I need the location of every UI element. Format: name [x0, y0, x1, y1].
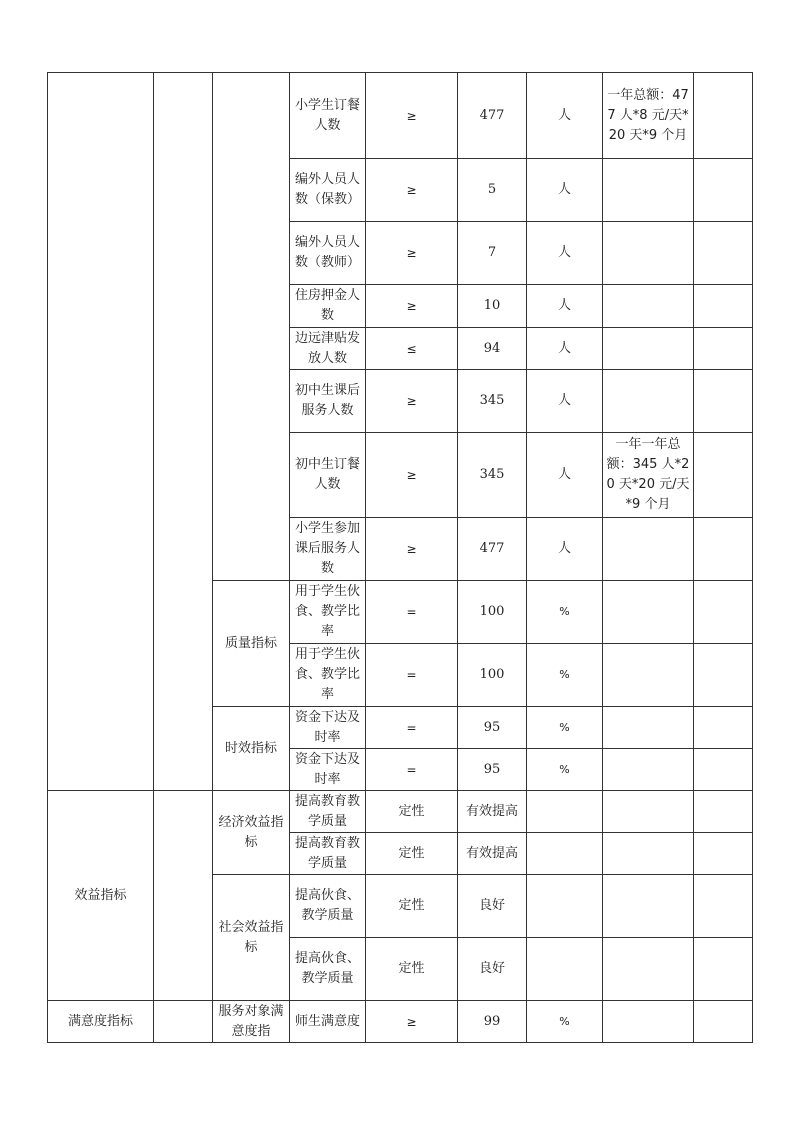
- indicator-note: [603, 518, 694, 581]
- indicator-operator: ≥: [366, 433, 458, 518]
- indicator-unit: 人: [527, 73, 603, 159]
- indicator-unit: 人: [527, 433, 603, 518]
- indicator-operator: ≥: [366, 159, 458, 222]
- indicator-operator: 定性: [366, 875, 458, 938]
- level1-aux-cell-output: [154, 73, 213, 791]
- indicator-value: 10: [458, 285, 527, 328]
- indicator-note: [603, 644, 694, 707]
- indicator-name: 用于学生伙食、教学比率: [290, 644, 366, 707]
- indicator-note: [603, 938, 694, 1001]
- indicator-note: [603, 581, 694, 644]
- indicator-note: [603, 875, 694, 938]
- indicator-note: [603, 1001, 694, 1043]
- indicator-note: [603, 370, 694, 433]
- indicator-note: [603, 749, 694, 791]
- performance-indicator-table: [47, 72, 753, 1043]
- blank-cell: [694, 938, 753, 1001]
- blank-cell: [694, 749, 753, 791]
- indicator-unit: [527, 938, 603, 1001]
- level2-service: 服务对象满意度指: [213, 1001, 290, 1043]
- indicator-value: 345: [458, 370, 527, 433]
- indicator-value: 100: [458, 581, 527, 644]
- blank-cell: [694, 370, 753, 433]
- blank-cell: [694, 644, 753, 707]
- level1-satisfaction: 满意度指标: [48, 1001, 154, 1043]
- indicator-name: 用于学生伙食、教学比率: [290, 581, 366, 644]
- indicator-operator: =: [366, 581, 458, 644]
- indicator-unit: 人: [527, 285, 603, 328]
- indicator-name: 提高教育教学质量: [290, 791, 366, 833]
- level1-benefit: 效益指标: [48, 791, 154, 1001]
- blank-cell: [694, 875, 753, 938]
- blank-cell: [694, 1001, 753, 1043]
- indicator-value: 有效提高: [458, 791, 527, 833]
- indicator-operator: =: [366, 644, 458, 707]
- level2-timeliness: 时效指标: [213, 707, 290, 791]
- level2-economic: 经济效益指标: [213, 791, 290, 875]
- indicator-name: 资金下达及时率: [290, 749, 366, 791]
- indicator-unit: %: [527, 707, 603, 749]
- indicator-value: 5: [458, 159, 527, 222]
- indicator-value: 95: [458, 749, 527, 791]
- indicator-name: 编外人员人数（教师）: [290, 222, 366, 285]
- indicator-name: 提高教育教学质量: [290, 833, 366, 875]
- indicator-unit: [527, 875, 603, 938]
- level2-quality: 质量指标: [213, 581, 290, 707]
- indicator-operator: =: [366, 707, 458, 749]
- indicator-unit: 人: [527, 222, 603, 285]
- indicator-name: 初中生订餐人数: [290, 433, 366, 518]
- indicator-operator: ≥: [366, 518, 458, 581]
- indicator-operator: ≥: [366, 222, 458, 285]
- indicator-name: 边远津贴发放人数: [290, 328, 366, 370]
- indicator-note: [603, 833, 694, 875]
- indicator-name: 小学生订餐人数: [290, 73, 366, 159]
- indicator-unit: %: [527, 581, 603, 644]
- indicator-name: 住房押金人数: [290, 285, 366, 328]
- indicator-operator: ≥: [366, 1001, 458, 1043]
- indicator-value: 99: [458, 1001, 527, 1043]
- indicator-unit: 人: [527, 328, 603, 370]
- indicator-name: 初中生课后服务人数: [290, 370, 366, 433]
- indicator-unit: 人: [527, 370, 603, 433]
- indicator-note: [603, 285, 694, 328]
- indicator-name: 提高伙食、教学质量: [290, 875, 366, 938]
- blank-cell: [694, 518, 753, 581]
- indicator-note: 一年总额：477 人*8 元/天*20 天*9 个月: [603, 73, 694, 159]
- blank-cell: [694, 433, 753, 518]
- indicator-note: [603, 791, 694, 833]
- indicator-unit: [527, 791, 603, 833]
- indicator-name: 资金下达及时率: [290, 707, 366, 749]
- indicator-operator: ≥: [366, 370, 458, 433]
- indicator-unit: %: [527, 1001, 603, 1043]
- indicator-operator: 定性: [366, 791, 458, 833]
- indicator-unit: 人: [527, 518, 603, 581]
- blank-cell: [694, 328, 753, 370]
- indicator-name: 编外人员人数（保教）: [290, 159, 366, 222]
- indicator-value: 100: [458, 644, 527, 707]
- blank-cell: [694, 73, 753, 159]
- blank-cell: [694, 707, 753, 749]
- indicator-operator: ≥: [366, 73, 458, 159]
- level1-cell-output: [48, 73, 154, 791]
- indicator-operator: ≥: [366, 285, 458, 328]
- indicator-note: [603, 328, 694, 370]
- indicator-name: 师生满意度: [290, 1001, 366, 1043]
- indicator-operator: 定性: [366, 938, 458, 1001]
- indicator-operator: 定性: [366, 833, 458, 875]
- blank-cell: [694, 791, 753, 833]
- indicator-operator: =: [366, 749, 458, 791]
- indicator-note: 一年一年总额：345 人*20 天*20 元/天*9 个月: [603, 433, 694, 518]
- indicator-value: 477: [458, 73, 527, 159]
- indicator-value: 345: [458, 433, 527, 518]
- indicator-value: 94: [458, 328, 527, 370]
- blank-cell: [694, 222, 753, 285]
- indicator-note: [603, 159, 694, 222]
- indicator-unit: 人: [527, 159, 603, 222]
- indicator-value: 477: [458, 518, 527, 581]
- indicator-note: [603, 707, 694, 749]
- blank-cell: [694, 285, 753, 328]
- level1-aux-cell-satisfaction: [154, 1001, 213, 1043]
- indicator-name: 小学生参加课后服务人数: [290, 518, 366, 581]
- indicator-note: [603, 222, 694, 285]
- indicator-value: 95: [458, 707, 527, 749]
- indicator-value: 良好: [458, 938, 527, 1001]
- blank-cell: [694, 159, 753, 222]
- blank-cell: [694, 833, 753, 875]
- indicator-value: 有效提高: [458, 833, 527, 875]
- indicator-unit: [527, 833, 603, 875]
- level2-social: 社会效益指标: [213, 875, 290, 1001]
- indicator-unit: %: [527, 644, 603, 707]
- indicator-operator: ≤: [366, 328, 458, 370]
- indicator-unit: %: [527, 749, 603, 791]
- level1-aux-cell-benefit: [154, 791, 213, 1001]
- indicator-value: 良好: [458, 875, 527, 938]
- indicator-name: 提高伙食、教学质量: [290, 938, 366, 1001]
- indicator-value: 7: [458, 222, 527, 285]
- level2-cell-quantity: [213, 73, 290, 581]
- blank-cell: [694, 581, 753, 644]
